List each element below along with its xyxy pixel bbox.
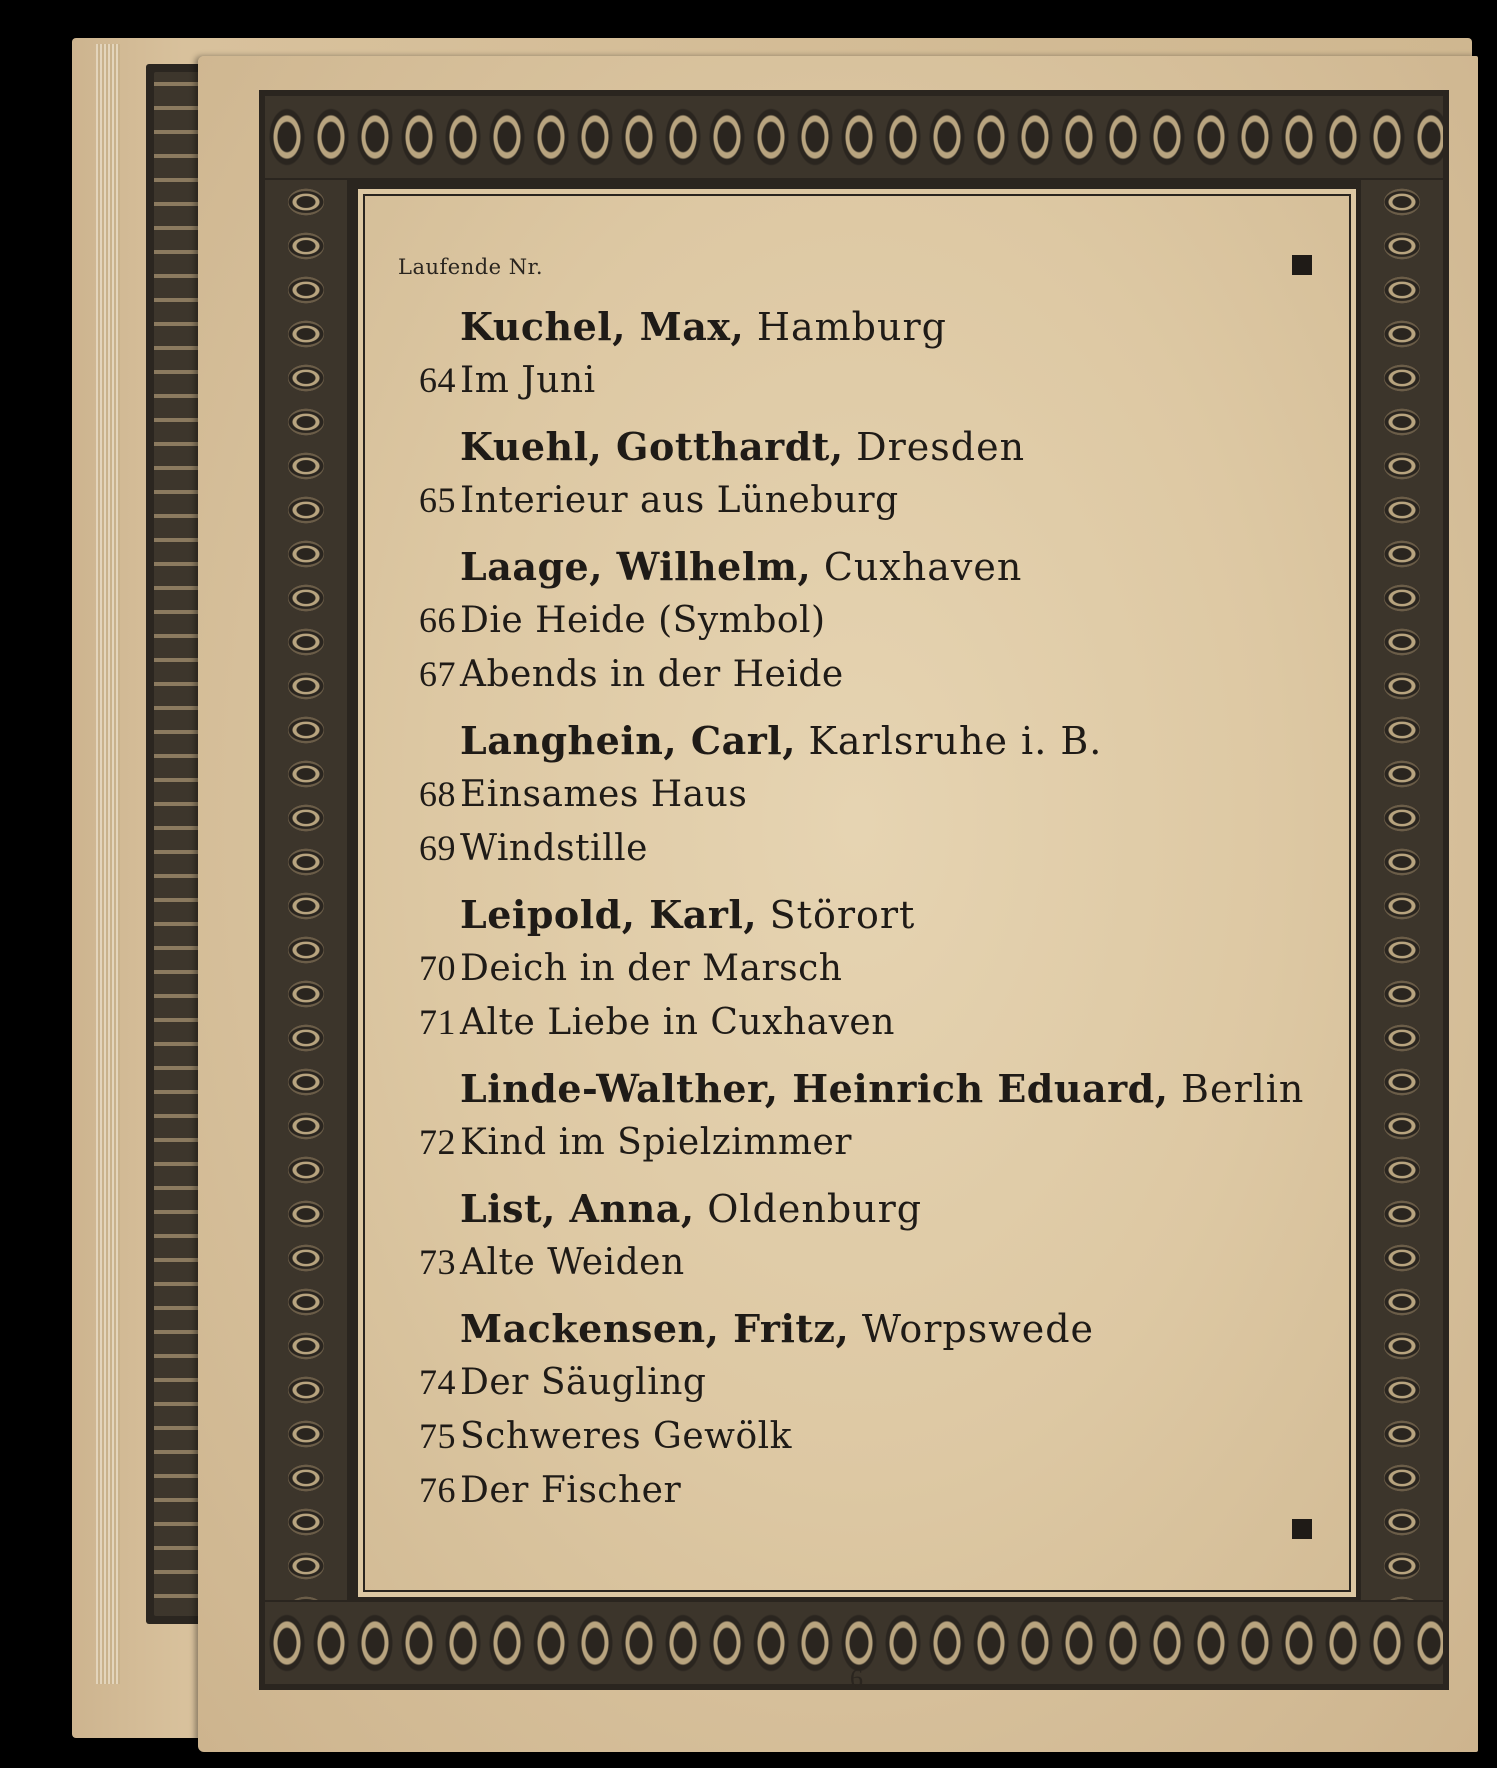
artist-heading: [460, 1303, 1318, 1355]
work-title: Im Juni: [460, 360, 596, 401]
ornament-band-right: [1361, 180, 1443, 1600]
artist-name: Langhein, Carl,: [460, 718, 796, 763]
artist-name: Linde-Walther, Heinrich Eduard,: [460, 1066, 1169, 1111]
artist-name: Leipold, Karl,: [460, 892, 758, 937]
catalog-page: [198, 56, 1478, 1752]
work-title: Der Fischer: [460, 1470, 682, 1511]
work-number: 68: [419, 774, 456, 814]
work-number: 76: [419, 1470, 456, 1510]
work-row: [398, 821, 1318, 875]
ornament-band-top: [265, 96, 1443, 178]
work-number: 66: [419, 600, 456, 640]
artist-name: List, Anna,: [460, 1186, 695, 1231]
text-panel: [355, 186, 1359, 1600]
work-title: Der Säugling: [460, 1362, 707, 1403]
work-row: [398, 995, 1318, 1049]
artist-heading: [460, 1183, 1318, 1235]
artist-heading: [460, 301, 1318, 353]
work-row: [398, 941, 1318, 995]
work-number: 74: [419, 1362, 456, 1402]
artist-name: Mackensen, Fritz,: [460, 1306, 850, 1351]
work-number: 65: [419, 480, 456, 520]
work-row: [398, 767, 1318, 821]
artist-entry: [398, 889, 1318, 1049]
artist-entry: [398, 541, 1318, 701]
work-title: Einsames Haus: [460, 774, 748, 815]
artist-place: Störort: [769, 893, 916, 937]
work-row: [398, 593, 1318, 647]
artist-entry: [398, 715, 1318, 875]
square-ornament-icon: [1292, 255, 1312, 275]
page-edges: [96, 44, 120, 1684]
work-row: [398, 647, 1318, 701]
ornamental-frame: [259, 90, 1449, 1690]
artist-name: Laage, Wilhelm,: [460, 544, 812, 589]
artist-name: Kuehl, Gotthardt,: [460, 424, 844, 469]
artist-heading: [460, 889, 1318, 941]
artist-heading: [460, 715, 1318, 767]
work-title: Alte Weiden: [460, 1242, 685, 1283]
work-row: [398, 1115, 1318, 1169]
artist-entry: [398, 1303, 1318, 1517]
work-row: [398, 473, 1318, 527]
work-number: 73: [419, 1242, 456, 1282]
artist-heading: [460, 1063, 1318, 1115]
work-row: [398, 353, 1318, 407]
work-number: 69: [419, 828, 456, 868]
artist-entry: [398, 421, 1318, 527]
artist-place: Worpswede: [861, 1307, 1095, 1351]
work-row: [398, 1355, 1318, 1409]
artist-heading: [460, 541, 1318, 593]
catalog-list: [398, 301, 1318, 1531]
work-number: 72: [419, 1122, 456, 1162]
work-title: Alte Liebe in Cuxhaven: [460, 1002, 895, 1043]
work-row: [398, 1463, 1318, 1517]
artist-place: Dresden: [856, 425, 1026, 469]
column-header: Laufende Nr.: [398, 255, 544, 279]
work-title: Die Heide (Symbol): [460, 600, 826, 641]
artist-place: Oldenburg: [707, 1187, 923, 1231]
artist-name: Kuchel, Max,: [460, 304, 745, 349]
ornament-band-left: [265, 180, 347, 1600]
work-number: 71: [419, 1002, 456, 1042]
work-row: [398, 1235, 1318, 1289]
artist-heading: [460, 421, 1318, 473]
work-number: 75: [419, 1416, 456, 1456]
work-title: Deich in der Marsch: [460, 948, 843, 989]
work-number: 70: [419, 948, 456, 988]
work-number: 64: [419, 360, 456, 400]
work-number: 67: [419, 654, 456, 694]
work-title: Interieur aus Lüneburg: [460, 480, 899, 521]
artist-entry: [398, 1063, 1318, 1169]
artist-place: Hamburg: [756, 305, 947, 349]
work-title: Kind im Spielzimmer: [460, 1122, 852, 1163]
work-title: Abends in der Heide: [460, 654, 844, 695]
artist-entry: [398, 1183, 1318, 1289]
work-row: [398, 1409, 1318, 1463]
work-title: Schweres Gewölk: [460, 1416, 792, 1457]
artist-place: Cuxhaven: [823, 545, 1023, 589]
work-title: Windstille: [460, 828, 648, 869]
artist-place: Berlin: [1181, 1067, 1305, 1111]
artist-place: Karlsruhe i. B.: [808, 719, 1103, 763]
artist-entry: [398, 301, 1318, 407]
page-number: 6: [850, 1664, 863, 1693]
